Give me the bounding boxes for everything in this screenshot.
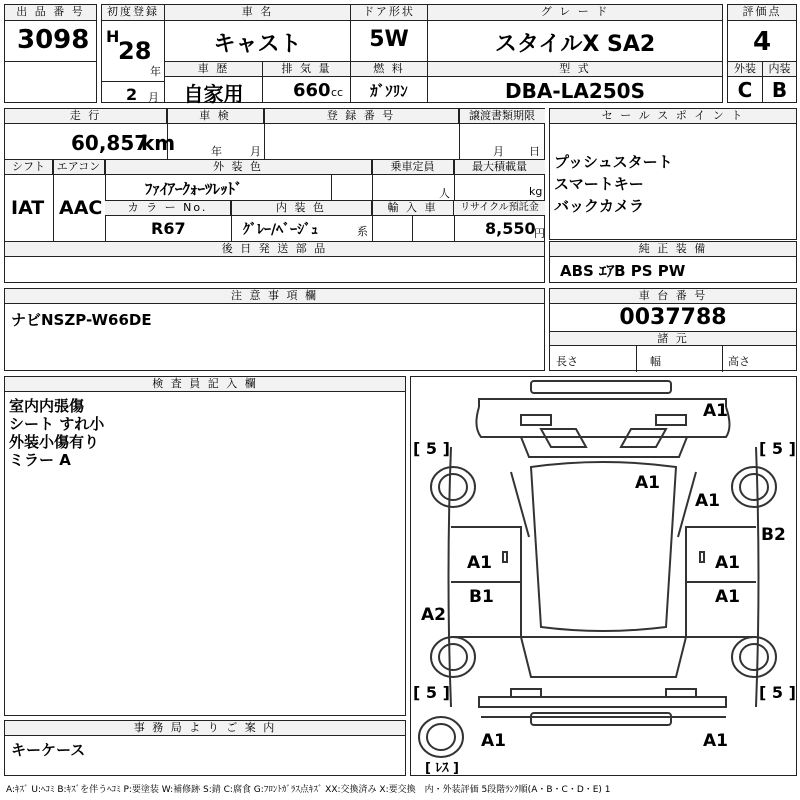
damage-rear-fender-left: A2 <box>421 605 446 625</box>
notes: ナビNSZP-W66DE <box>11 311 152 329</box>
lot-number-label: 出 品 番 号 <box>5 5 96 21</box>
registration-year: 28 <box>118 37 152 65</box>
score-label: 評価点 <box>728 5 796 21</box>
damage-rear-fender-right: B2 <box>761 525 786 545</box>
registration-number-label: 登 録 番 号 <box>264 109 459 124</box>
transfer-deadline-label: 譲渡書類期限 <box>459 109 545 124</box>
shift-label: シフト <box>5 160 53 175</box>
inspection-year-unit: 年 <box>211 145 222 158</box>
notes-box <box>4 288 545 371</box>
recycle-label: リサイクル預託金 <box>454 201 545 216</box>
car-diagram-box <box>410 376 797 776</box>
history-cell <box>164 61 263 106</box>
sales-points-label: セ ー ル ス ポ イ ン ト <box>550 109 796 124</box>
year-unit: 年 <box>150 65 161 78</box>
interior-label: 内装 <box>763 62 796 77</box>
details-block <box>4 108 545 283</box>
spec-label: 諸 元 <box>550 331 796 346</box>
damage-rear-door-right: A1 <box>715 587 740 607</box>
model: DBA-LA250S <box>505 79 645 103</box>
office-label: 事 務 局 よ り ご 案 内 <box>5 721 405 736</box>
inspection-label: 車 検 <box>167 109 264 124</box>
first-registration-cell <box>101 4 165 103</box>
recycle-fee: 8,550 <box>485 219 536 238</box>
exterior-color-label: 外 装 色 <box>105 160 372 175</box>
capacity-label: 乗車定員 <box>372 160 454 175</box>
grade-label: グ レ ー ド <box>428 5 722 21</box>
tire-front-right: [ 5 ] <box>759 439 796 458</box>
damage-roof: A1 <box>635 473 660 493</box>
max-load-label: 最大積載量 <box>454 160 545 175</box>
damage-rear-door-left: B1 <box>469 587 494 607</box>
color-number-label: カ ラ ー No. <box>105 201 231 216</box>
inspector-line-4: ミラー A <box>9 451 71 469</box>
fuel: ｶﾞｿﾘﾝ <box>370 82 408 100</box>
car-name-cell <box>164 4 351 62</box>
damage-rear-bumper-left: A1 <box>481 731 506 751</box>
inspector-label: 検 査 員 記 入 欄 <box>5 377 405 392</box>
sales-point-3: バックカメラ <box>554 197 645 215</box>
lot-number: 3098 <box>17 25 90 55</box>
interior-grade: B <box>771 78 788 102</box>
damage-front-fender-right: A1 <box>695 491 720 511</box>
damage-front-door-right: A1 <box>715 553 740 573</box>
inspector-line-3: 外装小傷有り <box>9 433 100 451</box>
mileage: 60,857 <box>71 131 149 155</box>
first-registration-label: 初度登録 <box>102 5 164 21</box>
history: 自家用 <box>183 82 244 106</box>
door-label: ドア形状 <box>351 5 427 21</box>
grade: スタイルX SA2 <box>494 32 656 57</box>
fuel-label: 燃 料 <box>351 62 427 77</box>
chassis-label: 車 台 番 号 <box>550 289 796 304</box>
spare-tire: [ ﾚｽ ] <box>425 761 459 776</box>
sales-point-2: スマートキー <box>554 175 644 193</box>
score: 4 <box>752 27 772 57</box>
mileage-label: 走 行 <box>5 109 167 124</box>
fuel-cell <box>350 61 428 103</box>
recycle-unit: 円 <box>534 227 545 240</box>
sales-points-box <box>549 108 797 240</box>
equipment: ABS ｴｱB PS PW <box>560 262 686 280</box>
notes-label: 注 意 事 項 欄 <box>5 289 544 304</box>
equipment-label: 純 正 装 備 <box>550 242 796 257</box>
displacement-label: 排 気 量 <box>263 62 350 77</box>
door-type: 5W <box>369 27 409 52</box>
car-diagram <box>411 377 796 775</box>
damage-front-door-left: A1 <box>467 553 492 573</box>
exterior-grade-cell <box>727 61 763 103</box>
grade-cell <box>427 4 723 62</box>
aircon-label: エアコン <box>53 160 105 175</box>
tire-rear-left: [ 5 ] <box>413 683 450 702</box>
chassis-number: 0037788 <box>619 305 727 330</box>
length-label: 長さ <box>556 355 578 368</box>
score-cell <box>727 4 797 62</box>
inspector-box <box>4 376 406 716</box>
transfer-month-unit: 月 <box>493 145 504 158</box>
model-label: 型 式 <box>428 62 722 77</box>
aircon: AAC <box>59 197 103 219</box>
inspector-line-1: 室内内張傷 <box>9 397 85 415</box>
sales-point-1: プッシュスタート <box>554 153 673 171</box>
damage-rear-bumper-right: A1 <box>703 731 728 751</box>
interior-color-label: 内 装 色 <box>231 201 372 216</box>
displacement: 660 <box>293 80 331 101</box>
displacement-cell <box>262 61 351 103</box>
displacement-unit: cc <box>331 86 344 99</box>
legend: A:ｷｽﾞ U:ﾍｺﾐ B:ｷｽﾞを伴うﾍｺﾐ P:要塗装 W:補修跡 S:錆 C:腐食 G:ﾌﾛﾝﾄｶﾞﾗｽ点ｷｽﾞ XX:交換済み X:要交換 内・外装評価 5段階ﾗﾝｸ順(A・B・C・D・E) 1 <box>6 785 611 795</box>
height-label: 高さ <box>728 355 750 368</box>
history-label: 車 歴 <box>165 62 262 77</box>
month-unit: 月 <box>148 91 159 104</box>
mileage-unit: km <box>141 131 176 155</box>
exterior-label: 外装 <box>728 62 762 77</box>
inspection-month-unit: 月 <box>250 145 261 158</box>
capacity-unit: 人 <box>439 187 450 200</box>
chassis-box <box>549 288 797 371</box>
interior-grade-cell <box>762 61 797 103</box>
transfer-day-unit: 日 <box>529 145 540 158</box>
office-note: キーケース <box>11 741 86 759</box>
interior-color-suffix: 系 <box>357 225 368 238</box>
equipment-box <box>549 241 797 283</box>
tire-rear-right: [ 5 ] <box>759 683 796 702</box>
office-box <box>4 720 406 776</box>
tire-front-left: [ 5 ] <box>413 439 450 458</box>
door-cell <box>350 4 428 62</box>
width-label: 幅 <box>650 355 661 368</box>
registration-month: 2 <box>126 85 138 104</box>
lot-number-cell <box>4 4 97 62</box>
shift: IAT <box>11 197 45 219</box>
exterior-color: ﾌｧｲｱｰｸｫｰﾂﾚｯﾄﾞ <box>145 180 243 198</box>
damage-hood-right: A1 <box>703 401 728 421</box>
color-number: R67 <box>151 219 186 238</box>
import-label: 輸 入 車 <box>372 201 454 216</box>
exterior-grade: C <box>737 78 753 102</box>
interior-color: ｸﾞﾚｰ/ﾍﾞｰｼﾞｭ <box>243 222 319 238</box>
later-parts-label: 後 日 発 送 部 品 <box>5 242 544 257</box>
registration-era: H <box>106 27 120 46</box>
inspector-line-2: シート すれ小 <box>9 415 105 433</box>
lot-number-lower <box>4 61 97 103</box>
car-name-label: 車 名 <box>165 5 350 21</box>
model-cell <box>427 61 723 103</box>
car-name: キャスト <box>213 32 302 57</box>
max-load-unit: kg <box>529 185 543 198</box>
